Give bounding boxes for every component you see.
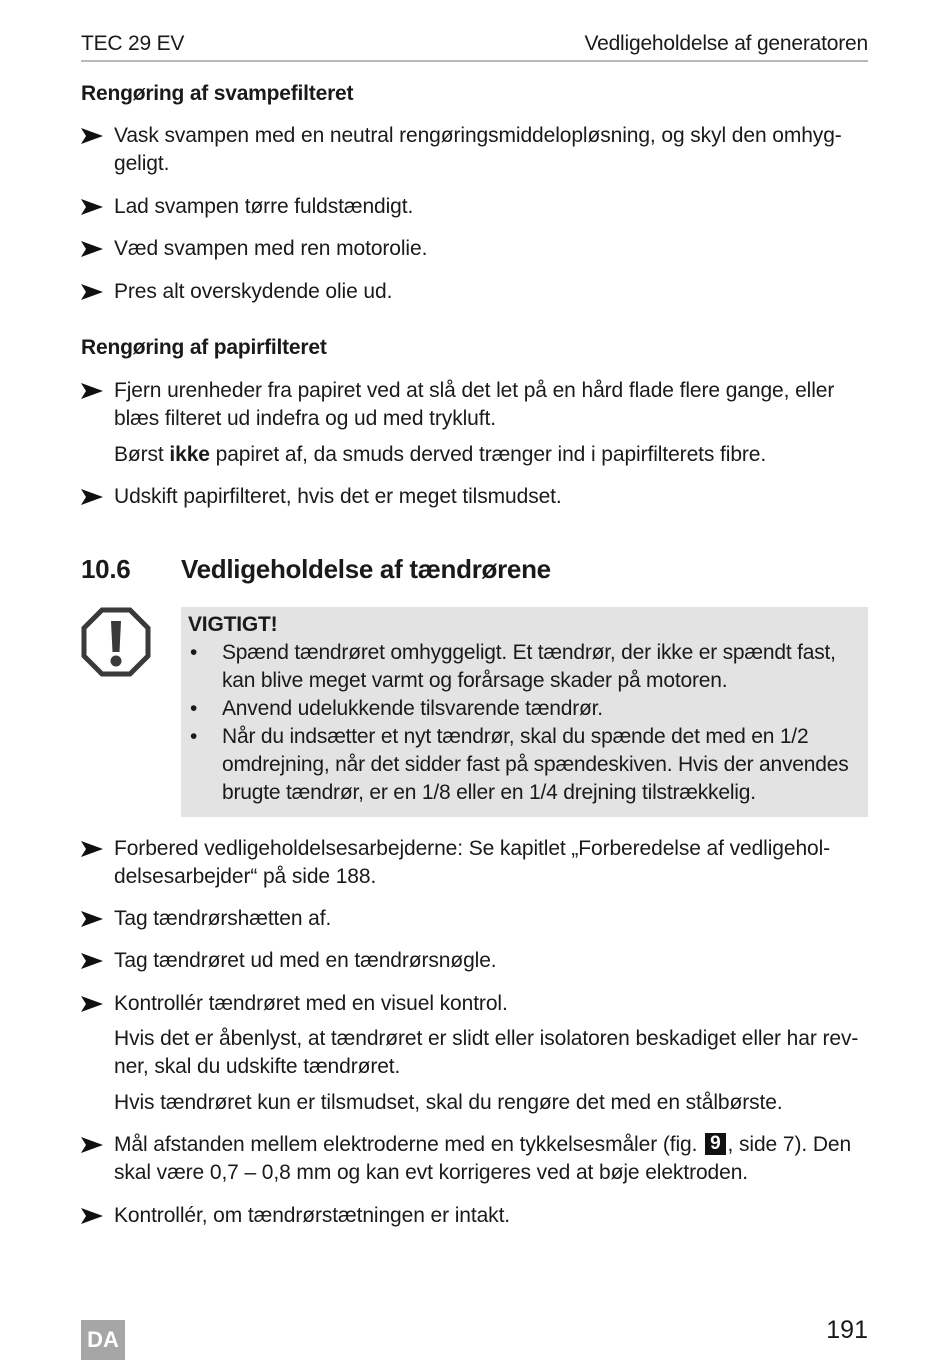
header-chapter: Vedligeholdelse af generatoren xyxy=(584,32,868,55)
note-post: papiret af, da smuds derved trænger ind i papirfilterets fibre. xyxy=(209,443,767,466)
warning-title: VIGTIGT! xyxy=(188,613,278,636)
arrow-icon xyxy=(81,835,107,863)
step-item xyxy=(81,193,868,221)
bullet-marker: • xyxy=(190,697,198,720)
step-text: Forbered vedligeholdelsesarbejderne: Se kapitlet „Forberedelse af vedligehol-delsesarbejder“ på side 188. xyxy=(114,837,831,888)
arrow-icon xyxy=(81,1131,107,1159)
warning-item xyxy=(188,695,860,723)
step-item xyxy=(81,905,868,933)
arrow-icon xyxy=(81,990,107,1018)
step-item xyxy=(81,947,868,975)
arrow-icon xyxy=(81,947,107,975)
step-item xyxy=(81,1202,868,1230)
paper-filter-heading: Rengøring af papirfilteret xyxy=(81,336,327,359)
bullet-marker: • xyxy=(190,725,198,748)
step-text: Vask svampen med en neutral rengøringsmiddelopløsning, og skyl den omhyg-geligt. xyxy=(114,124,842,175)
warning-item xyxy=(188,723,860,807)
arrow-icon xyxy=(81,905,107,933)
step-item xyxy=(81,377,868,433)
step-text xyxy=(114,1131,868,1187)
arrow-icon xyxy=(81,377,107,405)
arrow-icon xyxy=(81,278,107,306)
step-item xyxy=(81,483,868,511)
note-text: Hvis det er åbenlyst, at tændrøret er slidt eller isolatoren beskadiget eller har rev-ner, skal du udskifte tændrøret. xyxy=(114,1027,859,1078)
step-text: Fjern urenheder fra papiret ved at slå det let på en hård flade flere gange, eller blæs filteret ud indefra og ud med trykluft. xyxy=(114,379,835,430)
step-text: Væd svampen med ren motorolie. xyxy=(114,237,428,260)
warning-item xyxy=(188,639,860,695)
arrow-icon xyxy=(81,193,107,221)
arrow-icon xyxy=(81,483,107,511)
step-text: Pres alt overskydende olie ud. xyxy=(114,280,393,303)
warning-box xyxy=(181,607,868,817)
section-title xyxy=(81,553,868,585)
step-text: Lad svampen tørre fuldstændigt. xyxy=(114,195,414,218)
step-text: Kontrollér tændrøret med en visuel kontrol. xyxy=(114,992,508,1015)
note-text: Hvis tændrøret kun er tilsmudset, skal du rengøre det med en stålbørste. xyxy=(114,1091,783,1114)
step-item xyxy=(81,122,868,178)
step-item xyxy=(81,1131,868,1187)
step-item xyxy=(81,278,868,306)
step-text-end: , side 7). Den skal være 0,7 – 0,8 mm og kan evt korrigeres ved at bøje elektroden. xyxy=(114,1133,852,1184)
note-text xyxy=(114,441,868,469)
exclamation-octagon-icon xyxy=(81,607,151,677)
step-text: Tag tændrøret ud med en tændrørsnøgle. xyxy=(114,949,497,972)
language-badge: DA xyxy=(81,1320,125,1360)
section-number: 10.6 xyxy=(81,554,131,584)
warning-item-text: Spænd tændrøret omhyggeligt. Et tændrør, der ikke er spændt fast, kan blive meget varmt og forårsage skader på motoren. xyxy=(222,641,836,692)
step-text: Udskift papirfilteret, hvis det er meget tilsmudset. xyxy=(114,485,562,508)
warning-list xyxy=(188,639,860,807)
sponge-filter-heading: Rengøring af svampefilteret xyxy=(81,82,354,105)
section-heading: Vedligeholdelse af tændrørene xyxy=(181,554,551,584)
note-emphasis: ikke xyxy=(169,443,210,466)
arrow-icon xyxy=(81,122,107,150)
step-item xyxy=(81,235,868,263)
warning-item-text: Anvend udelukkende tilsvarende tændrør. xyxy=(222,697,603,720)
page-header xyxy=(81,30,868,62)
step-text: Kontrollér, om tændrørstætningen er intakt. xyxy=(114,1204,511,1227)
figure-reference: 9 xyxy=(705,1133,725,1155)
arrow-icon xyxy=(81,1202,107,1230)
warning-item-text: Når du indsætter et nyt tændrør, skal du spænde det med en 1/2 omdrejning, når det sidder fast på spændeskiven. Hvis der anvendes brugte tændrør, er en 1/8 eller en 1/4 drejning tilstrækkelig. xyxy=(222,725,849,804)
step-item xyxy=(81,990,868,1018)
header-model: TEC 29 EV xyxy=(81,32,185,55)
bullet-marker: • xyxy=(190,641,198,664)
note-pre: Børst xyxy=(114,443,170,466)
step-text: Tag tændrørshætten af. xyxy=(114,907,332,930)
page-number: 191 xyxy=(826,1316,868,1344)
step-item xyxy=(81,835,868,891)
step-text-start: Mål afstanden mellem elektroderne med en tykkelsesmåler (fig. xyxy=(114,1133,698,1156)
arrow-icon xyxy=(81,235,107,263)
